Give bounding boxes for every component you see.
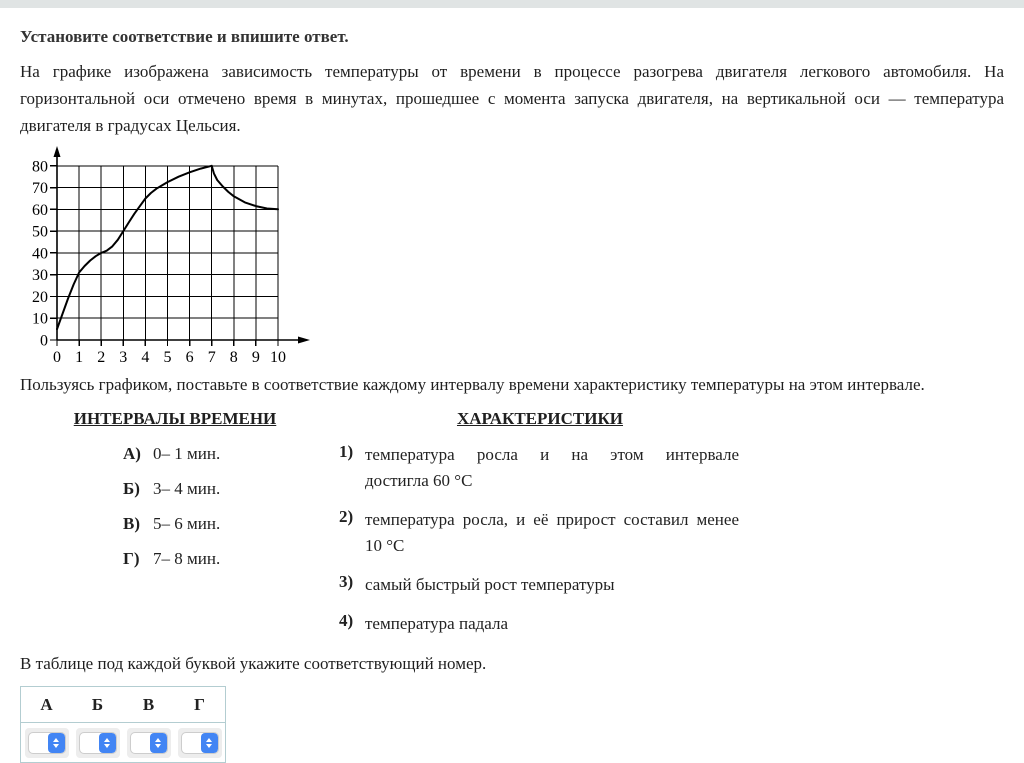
page-title: Установите соответствие и впишите ответ. (20, 27, 349, 46)
svg-text:4: 4 (141, 349, 150, 366)
answer-table (20, 686, 226, 763)
svg-text:40: 40 (32, 245, 48, 263)
chart-svg (20, 143, 340, 373)
select-current-value (131, 733, 150, 753)
select-stepper-icon[interactable] (150, 733, 167, 753)
characteristic-text (365, 572, 739, 598)
characteristic-text (365, 507, 739, 559)
answer-select-a[interactable] (25, 728, 69, 758)
characteristics-column (330, 409, 750, 637)
characteristics-header: ХАРАКТЕРИСТИКИ (456, 409, 624, 428)
answer-select-v[interactable] (127, 728, 171, 758)
characteristic-item-3 (330, 611, 750, 637)
svg-text:1: 1 (75, 349, 84, 366)
svg-text:0: 0 (53, 349, 61, 366)
characteristic-item-1 (330, 507, 750, 559)
intervals-header: ИНТЕРВАЛЫ ВРЕМЕНИ (73, 409, 277, 428)
interval-item-3 (123, 549, 330, 569)
svg-text:3: 3 (119, 349, 128, 366)
interval-text: 0– 1 мин. (153, 444, 221, 463)
answer-column-letter: Г (194, 694, 205, 714)
svg-text:0: 0 (40, 332, 48, 350)
top-divider-bar (0, 0, 1024, 8)
select-stepper-icon[interactable] (201, 733, 218, 753)
chevron-up-icon (53, 738, 59, 742)
characteristics-list (330, 442, 750, 637)
characteristic-number: 3) (339, 572, 354, 591)
chevron-down-icon (53, 744, 59, 748)
chevron-down-icon (104, 744, 110, 748)
select-field[interactable] (28, 732, 66, 754)
characteristic-line: температура росла и на этом интервале (365, 445, 739, 464)
matching-section (20, 409, 1004, 637)
svg-text:60: 60 (32, 201, 48, 219)
interval-text: 5– 6 мин. (153, 514, 221, 533)
matching-instruction: Пользуясь графиком, поставьте в соответствие каждому интервалу времени характеристику температуры на этом интервале. (20, 375, 925, 394)
svg-text:20: 20 (32, 288, 48, 306)
characteristic-number: 4) (339, 611, 354, 630)
chevron-up-icon (104, 738, 110, 742)
svg-text:8: 8 (229, 349, 238, 366)
select-current-value (29, 733, 48, 753)
temperature-time-chart (20, 143, 1004, 373)
select-current-value (80, 733, 99, 753)
answer-column-letter: А (40, 694, 53, 714)
svg-text:80: 80 (32, 158, 48, 176)
interval-item-2 (123, 514, 330, 534)
svg-text:2: 2 (97, 349, 106, 366)
answer-table-header-row (21, 687, 225, 723)
svg-text:5: 5 (163, 349, 172, 366)
characteristic-item-2 (330, 572, 750, 598)
characteristic-text (365, 442, 739, 494)
svg-text:50: 50 (32, 223, 48, 241)
svg-text:70: 70 (32, 180, 48, 198)
select-stepper-icon[interactable] (99, 733, 116, 753)
characteristic-text (365, 611, 739, 637)
chevron-down-icon (155, 744, 161, 748)
select-current-value (182, 733, 201, 753)
interval-letter: А) (123, 444, 141, 463)
characteristic-line: температура росла, и её прирост составил менее (365, 510, 739, 529)
svg-text:6: 6 (185, 349, 194, 366)
svg-text:10: 10 (270, 349, 286, 366)
answer-select-g[interactable] (178, 728, 222, 758)
characteristic-line: температура падала (365, 614, 508, 633)
select-field[interactable] (181, 732, 219, 754)
interval-text: 3– 4 мин. (153, 479, 221, 498)
exercise-page (0, 27, 1024, 763)
interval-letter: Б) (123, 479, 140, 498)
answer-table-instruction: В таблице под каждой буквой укажите соответствующий номер. (20, 654, 487, 673)
interval-letter: Г) (123, 549, 140, 568)
svg-text:30: 30 (32, 267, 48, 285)
problem-statement: На графике изображена зависимость температуры от времени в процессе разогрева двигателя легкового автомобиля. На горизонтальной оси отмечено время в минутах, прошедшее с момента запуска двигателя, на вертикальной оси — температура двигателя в градусах Цельсия. (20, 62, 1004, 135)
svg-text:10: 10 (32, 310, 48, 328)
interval-letter: В) (123, 514, 140, 533)
intervals-column (20, 409, 330, 637)
select-field[interactable] (79, 732, 117, 754)
characteristic-number: 1) (339, 442, 354, 461)
chevron-up-icon (206, 738, 212, 742)
characteristic-line: достигла 60 °C (365, 471, 473, 490)
answer-column-letter: В (142, 694, 155, 714)
answer-table-input-row (21, 723, 225, 762)
interval-item-0 (123, 444, 330, 464)
interval-text: 7– 8 мин. (153, 549, 221, 568)
select-stepper-icon[interactable] (48, 733, 65, 753)
svg-text:7: 7 (207, 349, 216, 366)
interval-item-1 (123, 479, 330, 499)
characteristic-line: самый быстрый рост температуры (365, 575, 615, 594)
svg-text:9: 9 (251, 349, 260, 366)
intervals-list (20, 444, 330, 569)
characteristic-line: 10 °C (365, 536, 405, 555)
characteristic-item-0 (330, 442, 750, 494)
answer-select-b[interactable] (76, 728, 120, 758)
chevron-down-icon (206, 744, 212, 748)
chevron-up-icon (155, 738, 161, 742)
characteristic-number: 2) (339, 507, 354, 526)
select-field[interactable] (130, 732, 168, 754)
answer-column-letter: Б (91, 694, 104, 714)
